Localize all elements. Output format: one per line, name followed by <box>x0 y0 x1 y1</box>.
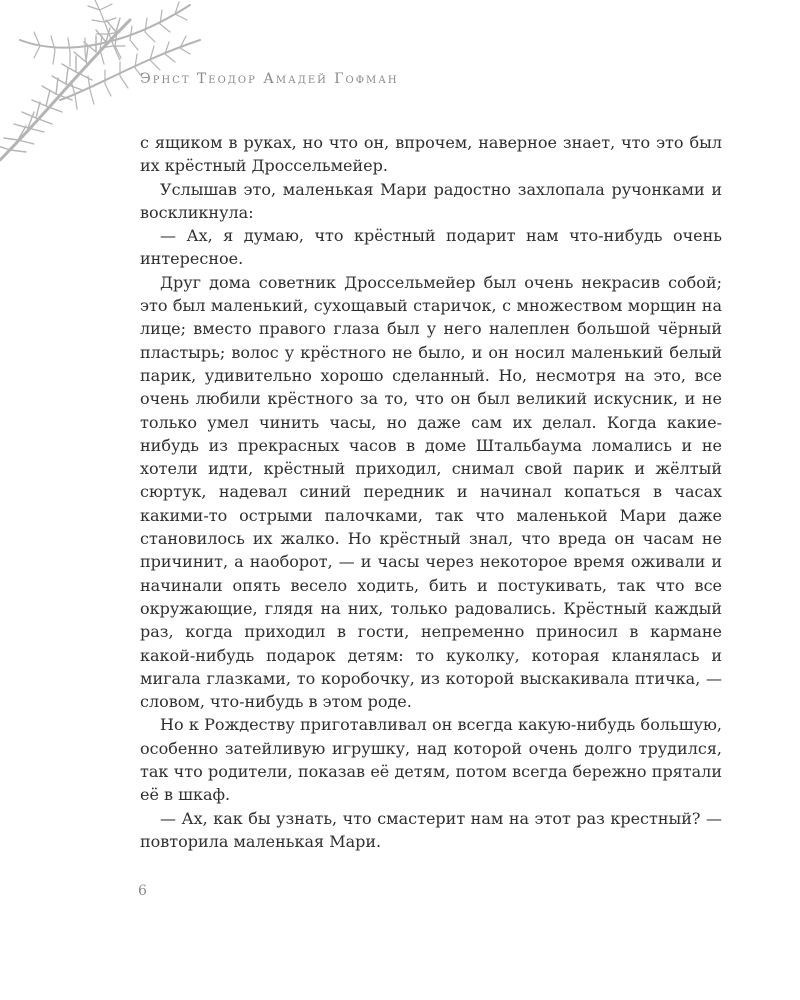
paragraph-4: Друг дома советник Дроссельмейер был очень некрасив собой; это был маленький, сухощавый старичок, с множеством морщин на лице; вместо правого глаза был у него налеплен большой чёрный пластырь; волос у крёстного не было, и он носил маленький белый парик, удивительно хорошо сделанный. Но, несмотря на это, все очень любили крёстного за то, что он был великий искусник, и не только умел чинить часы, но даже сам их делал. Когда какие-нибудь из прекрасных часов в доме Штальбаума ломались и не хотели идти, крёстный приходил, снимал свой парик и жёлтый сюртук, надевал синий передник и начинал копаться в часах какими-то острыми палочками, так что маленькой Мари даже становилось их жалко. Но крёстный знал, что вреда он часам не причинит, а наоборот, — и часы через некоторое время оживали и начинали опять весело ходить, бить и постукивать, так что все окружающие, глядя на них, только радовались. Крёстный каждый раз, когда приходил в гости, непременно приносил в кармане какой-нибудь подарок детям: то куколку, которая кланялась и мигала глазками, то коробочку, из которой выскакивала птичка, — словом, что-нибудь в этом роде. <box>140 272 722 712</box>
page-number: 6 <box>138 883 147 899</box>
paragraph-5: Но к Рождеству приготавливал он всегда какую-нибудь большую, особенно затейливую игрушку, над которой очень долго трудился, так что родители, показав её детям, потом всегда бережно прятали её в шкаф. <box>140 715 722 805</box>
paragraph-1: с ящиком в руках, но что он, впрочем, наверное знает, что это был их крёстный Дроссельмейер. <box>140 133 722 176</box>
paragraph-2: Услышав это, маленькая Мари радостно захлопала ручонками и воскликнула: <box>140 179 722 222</box>
paragraph-6: — Ах, как бы узнать, что смастерит нам на этот раз крестный? — повторила маленькая Мари. <box>140 808 722 851</box>
body-text <box>140 131 722 853</box>
paragraph-3: — Ах, я думаю, что крёстный подарит нам что-нибудь очень интересное. <box>140 226 722 269</box>
running-header: Эрнст Теодор Амадей Гофман <box>140 71 399 87</box>
